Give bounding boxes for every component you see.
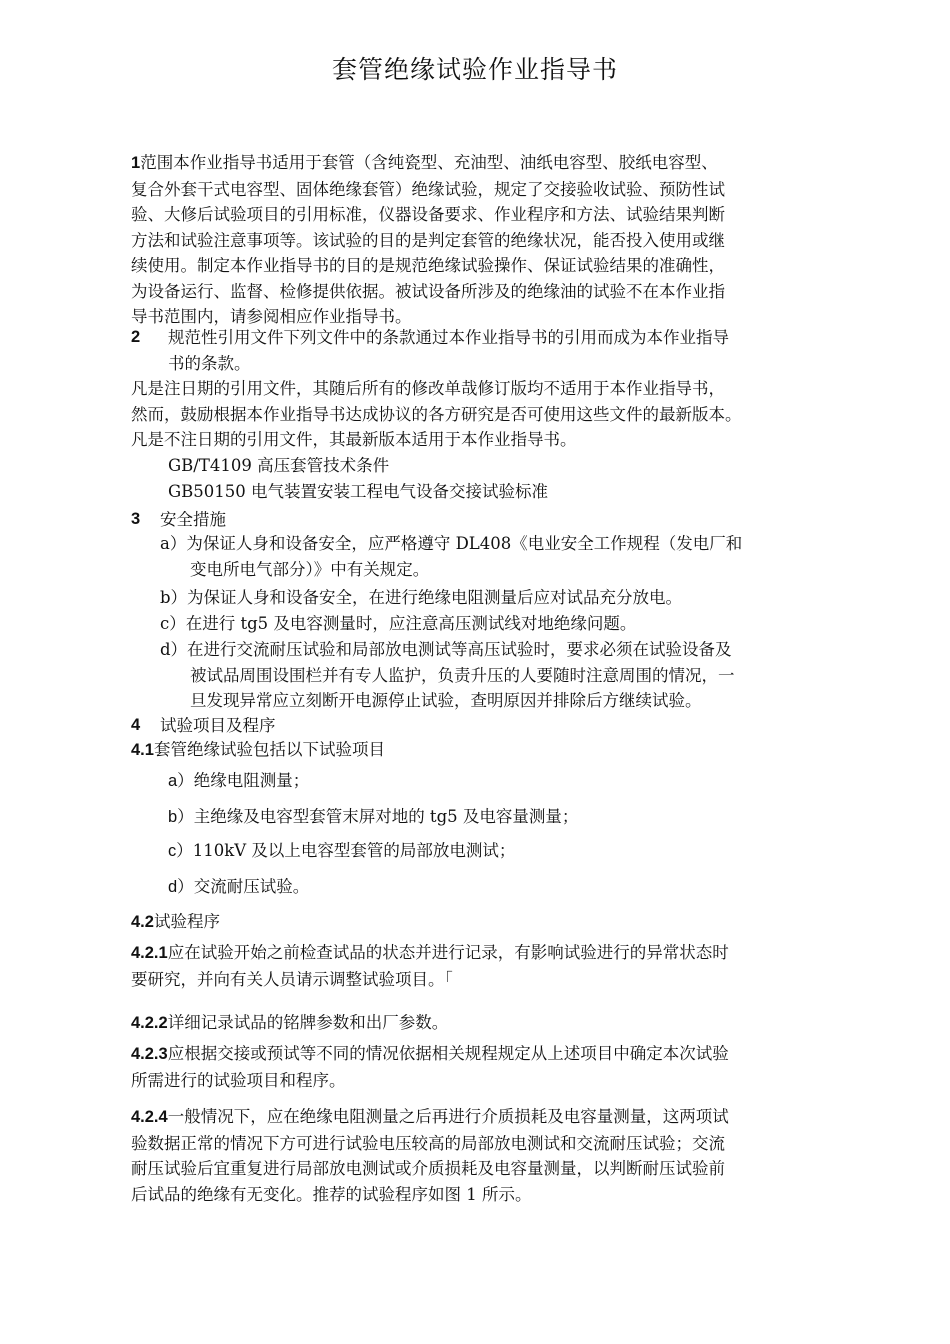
section-3-number: 3 <box>131 510 141 528</box>
list-label: d） <box>168 878 194 896</box>
section-4-2-4 <box>131 1104 729 1207</box>
reference-list <box>168 453 548 504</box>
section-1-line: 范围本作业指导书适用于套管（含纯瓷型、充油型、油纸电容型、胶纸电容型、 <box>140 153 718 172</box>
safety-item-line: b）为保证人身和设备安全，在进行绝缘电阻测量后应对试品充分放电。 <box>160 588 683 607</box>
section-2-line: 书的条款。 <box>168 353 251 373</box>
section-4-2-text: 试验程序 <box>153 912 220 931</box>
list-label: c） <box>168 842 193 860</box>
list-label: a） <box>168 772 194 790</box>
safety-item-c <box>160 611 636 637</box>
paragraph-line: 应在试验开始之前检查试品的状态并进行记录，有影响试验进行的异常状态时 <box>167 943 729 962</box>
section-4-heading: 试验项目及程序 <box>160 716 276 735</box>
section-2-paragraph <box>131 376 742 453</box>
section-4-2 <box>131 909 220 936</box>
list-text: 绝缘电阻测量； <box>193 771 310 790</box>
paragraph-line: 后试品的绝缘有无变化。推荐的试验程序如图 1 所示。 <box>131 1184 532 1204</box>
safety-item-line: c）在进行 tg5 及电容测量时，应注意高压测试线对地绝缘问题。 <box>160 614 637 633</box>
section-4-number: 4 <box>131 716 141 734</box>
paragraph-line: 应根据交接或预试等不同的情况依据相关规程规定从上述项目中确定本次试验 <box>167 1044 729 1063</box>
section-4-2-2 <box>131 1010 448 1037</box>
section-3-heading: 安全措施 <box>160 510 226 529</box>
safety-item-a <box>160 531 742 582</box>
section-2-line: 规范性引用文件下列文件中的条款通过本作业指导书的引用而成为本作业指导 <box>168 328 729 347</box>
paragraph-line: 耐压试验后宜重复进行局部放电测试或介质损耗及电容量测量，以判断耐压试验前 <box>131 1159 725 1178</box>
reference-item: GB50150 电气装置安装工程电气设备交接试验标准 <box>168 481 549 501</box>
paragraph-line: 要研究，并向有关人员请示调整试验项目。「 <box>131 969 453 989</box>
document-title: 套管绝缘试验作业指导书 <box>331 55 618 84</box>
list-text: 110kV 及以上电容型套管的局部放电测试； <box>192 841 516 860</box>
section-1-line: 方法和试验注意事项等。该试验的目的是判定套管的绝缘状况，能否投入使用或继 <box>131 230 725 250</box>
safety-item-line: a）为保证人身和设备安全，应严格遵守 DL408《电业安全工作规程（发电厂和 <box>160 534 743 553</box>
safety-item-line: 被试品周围设围栏并有专人监护，负责升压的人要随时注意周围的情况，一 <box>190 665 735 685</box>
section-1-line: 导书范围内，请参阅相应作业指导书。 <box>131 307 412 326</box>
section-2-number: 2 <box>131 328 141 346</box>
safety-item-line: d）在进行交流耐压试验和局部放电测试等高压试验时，要求必须在试验设备及 <box>160 640 732 659</box>
section-1 <box>131 150 725 330</box>
section-1-line: 续使用。制定本作业指导书的目的是规范绝缘试验操作、保证试验结果的准确性， <box>131 256 725 275</box>
paragraph-line: 所需进行的试验项目和程序。 <box>131 1070 346 1090</box>
section-1-line: 验、大修后试验项目的引用标准，仪器设备要求、作业程序和方法、试验结果判断 <box>131 205 725 224</box>
section-4-1-text: 套管绝缘试验包括以下试验项目 <box>153 740 385 759</box>
section-4-2-number: 4.2 <box>131 913 154 931</box>
test-item-d <box>168 874 309 901</box>
section-1-line: 为设备运行、监督、检修提供依据。被试设备所涉及的绝缘油的试验不在本作业指 <box>131 281 725 301</box>
list-label: b） <box>168 808 194 826</box>
safety-item-b <box>160 585 682 611</box>
safety-item-line: 旦发现异常应立刻断开电源停止试验，查明原因并排除后方继续试验。 <box>190 691 702 710</box>
list-text: 主绝缘及电容型套管末屏对地的 tg5 及电容量测量； <box>193 807 579 826</box>
paragraph-line: 然而，鼓励根据本作业指导书达成协议的各方研究是否可使用这些文件的最新版本。 <box>131 404 742 424</box>
section-4-2-1-number: 4.2.1 <box>131 944 168 962</box>
safety-item-line: 变电所电气部分）》中有关规定。 <box>190 559 430 579</box>
paragraph-line: 一般情况下，应在绝缘电阻测量之后再进行介质损耗及电容量测量，这两项试 <box>167 1107 729 1126</box>
section-1-line: 复合外套干式电容型、固体绝缘套管）绝缘试验，规定了交接验收试验、预防性试 <box>131 179 725 199</box>
section-4-1-number: 4.1 <box>131 741 154 759</box>
section-4-2-2-number: 4.2.2 <box>131 1014 168 1032</box>
paragraph-line: 凡是注日期的引用文件，其随后所有的修改单哉修订版均不适用于本作业指导书， <box>131 379 725 398</box>
list-text: 交流耐压试验。 <box>193 877 310 896</box>
section-4-2-3 <box>131 1041 729 1093</box>
test-item-b <box>168 804 578 831</box>
test-item-c <box>168 838 515 865</box>
section-4-1 <box>131 737 385 764</box>
test-item-a <box>168 768 309 795</box>
paragraph-line: 详细记录试品的铭牌参数和出厂参数。 <box>167 1013 449 1032</box>
section-4-2-1 <box>131 940 729 992</box>
reference-item: GB/T4109 高压套管技术条件 <box>168 456 390 475</box>
paragraph-line: 凡是不注日期的引用文件，其最新版本适用于本作业指导书。 <box>131 430 577 449</box>
section-4-2-4-number: 4.2.4 <box>131 1108 168 1126</box>
section-4-2-3-number: 4.2.3 <box>131 1045 168 1063</box>
safety-item-d <box>160 637 735 714</box>
paragraph-line: 验数据正常的情况下方可进行试验电压较高的局部放电测试和交流耐压试验；交流 <box>131 1133 725 1153</box>
section-1-number: 1 <box>131 154 141 172</box>
section-2-heading <box>168 325 729 376</box>
